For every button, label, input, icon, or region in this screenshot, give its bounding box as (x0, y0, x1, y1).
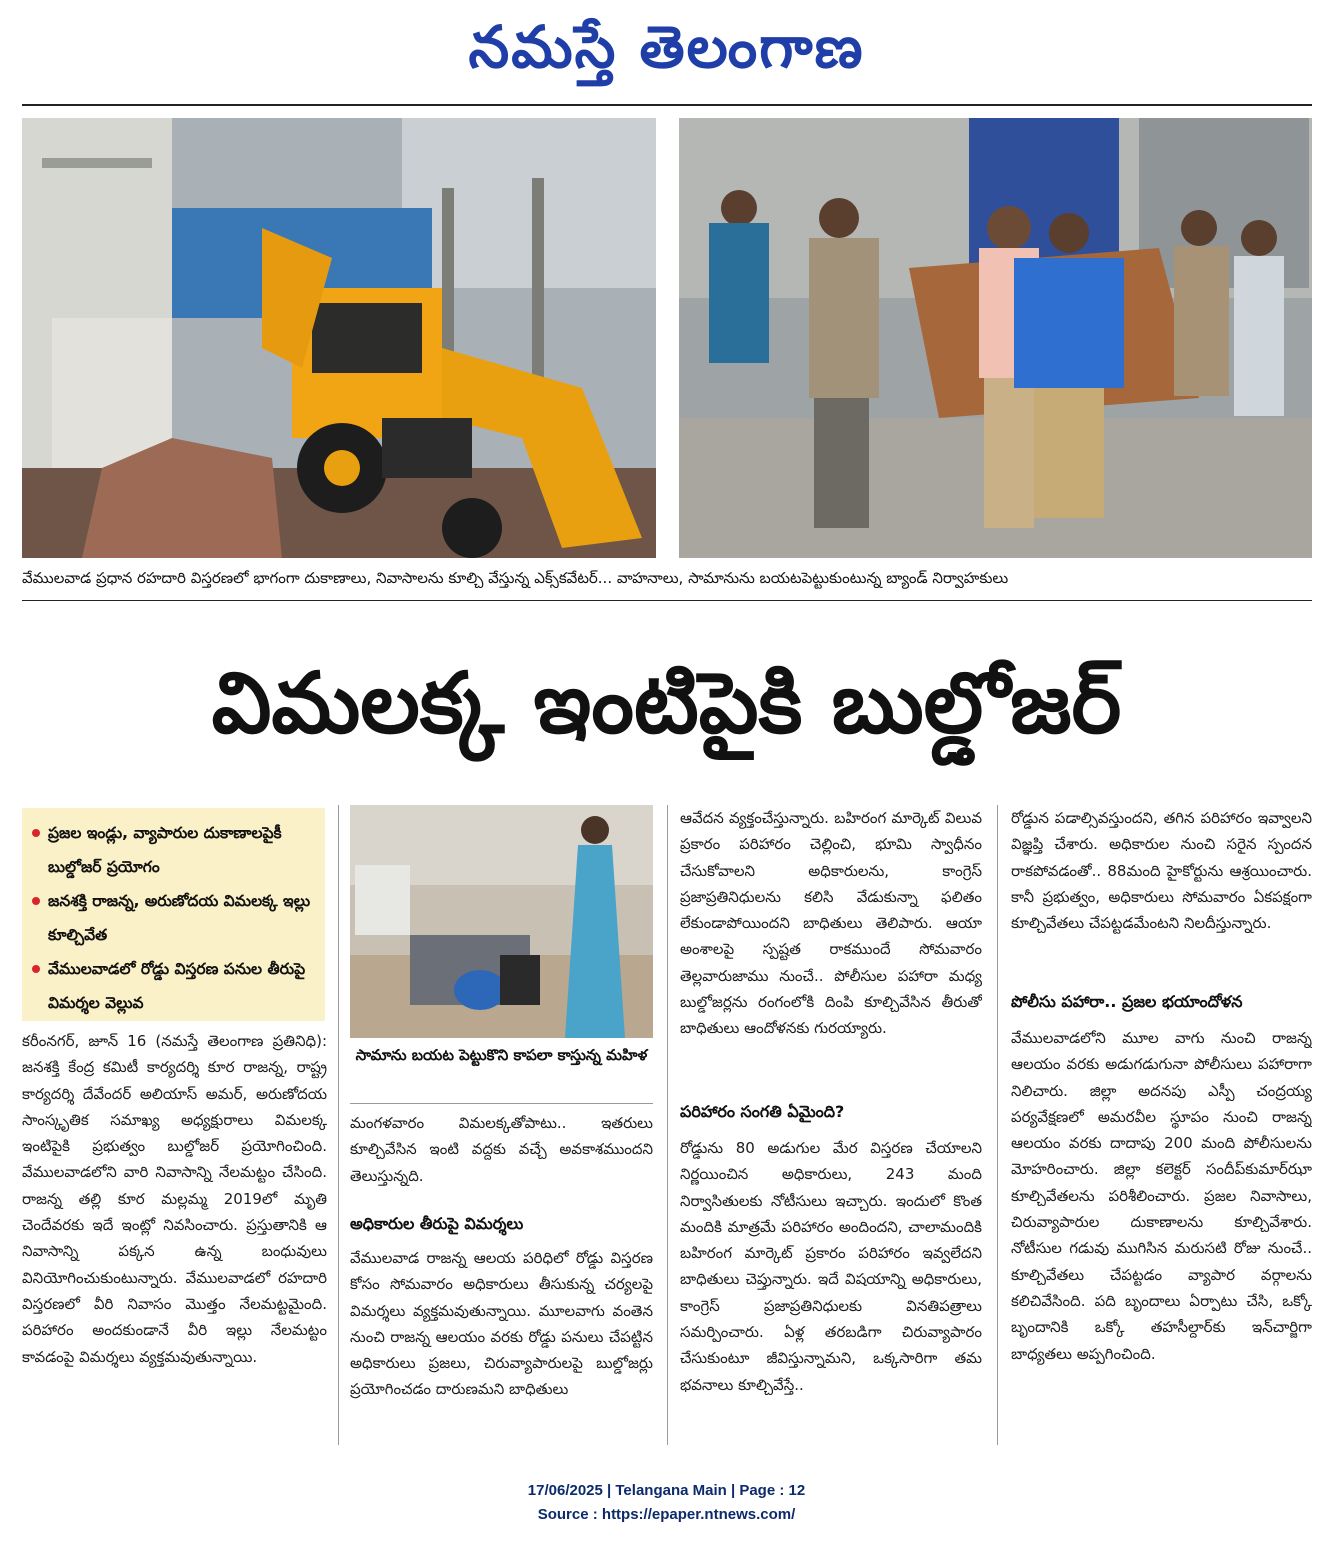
article-column-2-top: మంగళవారం విమలక్కతోపాటు.. ఇతరులు కూల్చివేసిన ఇంటి వద్దకు వచ్చే అవకాశముందని తెలుస్తున్నది. (350, 1114, 653, 1185)
column-divider (338, 805, 339, 1445)
inset-photo-caption: సామాను బయట పెట్టుకొని కాపలా కాస్తున్న మహిళ (355, 1046, 648, 1064)
subhead-compensation: పరిహారం సంగతి ఏమైంది? (680, 1102, 845, 1121)
article-column-4: రోడ్డున పడాల్సివస్తుందని, తగిన పరిహారం ఇవ్వాలని విజ్ఞప్తి చేశారు. అధికారుల నుంచి సరైన స్పందన రాకపోవడంతో.. 88మంది హైకోర్టును ఆశ్రయించారు. కానీ ప్రభుత్వం, అధికారులు సోమవారం ఏకపక్షంగా కూల్చివేతలు చేపట్టడమేంటని నిలదీస్తున్నారు. (1011, 809, 1312, 933)
highlight-item (32, 952, 317, 1020)
caption-rule (22, 600, 1312, 601)
inset-caption-rule (350, 1103, 653, 1104)
photo-workers-carrying (679, 118, 1312, 558)
subhead-police-patrol: పోలీసు పహారా.. ప్రజల భయాందోళన (1011, 992, 1243, 1011)
highlight-text: వేములవాడలో రోడ్డు విస్తరణ పనుల తీరుపై విమర్శల వెల్లువ (48, 960, 306, 1012)
highlight-text: ప్రజల ఇండ్లు, వ్యాపారుల దుకాణాలపైకీ బుల్డోజర్ ప్రయోగం (48, 824, 282, 876)
main-photo-caption: వేములవాడ ప్రధాన రహదారి విస్తరణలో భాగంగా దుకాణాలు, నివాసాలను కూల్చి వేస్తున్న ఎక్స్‌కవేటర్... వాహనాలు, సామానును బయటపెట్టుకుంటున్న బ్యాండ్ నిర్వాహకులు (22, 569, 1009, 587)
article-column-3: ఆవేదన వ్యక్తంచేస్తున్నారు. బహిరంగ మార్కెట్ విలువ ప్రకారం పరిహారం చెల్లించి, భూమి స్వాధీనం చేసుకోవాలని అధికారులను, కాంగ్రెస్ ప్రజాప్రతినిధులను కలిసి వేడుకున్నా ఫలితం లేకుండాపోయిందని బాధితులు తెలిపారు. ఆయా అంశాలపై స్పష్టత రాకముందే సోమవారం తెల్లవారుజాము నుంచే.. పోలీసుల పహారా మధ్య బుల్డోజర్లను రంగంలోకి దింపి కూల్చివేసిన తీరుతో బాధితులు ఆందోళనకు గురయ్యారు. (680, 809, 982, 1038)
masthead-rule (22, 104, 1312, 106)
bullet-icon (32, 897, 40, 905)
article-column-4-cont: వేములవాడలోని మూల వాగు నుంచి రాజన్న ఆలయం వరకు అడుగడుగునా పోలీసులు పహారాగా నిలిచారు. జిల్లా అదనపు ఎస్పీ చంద్రయ్య పర్యవేక్షణలో అమరవీల స్థూపం నుంచి రాజన్న ఆలయం వరకు దాదాపు 200 మంది పోలీసులను మోహరించారు. జిల్లా కలెక్టర్ సందీప్‌కుమార్‌ఝా కూల్చివేతలను పరిశీలించారు. ప్రజల నివాసాలు, చిరువ్యాపారుల దుకాణాలను కూల్చివేశారు. నోటీసుల గడువు ముగిసిన మరుసటి రోజు నుంచే.. కూల్చివేతలు చేపట్టడం వ్యాపార వర్గాలను కలిచివేసింది. పది బృందాలు ఏర్పాటు చేసి, ఒక్కో బృందానికి ఒక్కో తహసీల్దార్‌కు ఇన్‌చార్జిగా బాధ్యతలు అప్పగించింది. (1011, 1029, 1312, 1363)
highlight-item (32, 816, 317, 884)
highlight-text: జనశక్తి రాజన్న, అరుణోదయ విమలక్క ఇల్లు కూల్చివేత (48, 892, 311, 944)
headline: విమలక్క ఇంటిపైకి బుల్డోజర్ (211, 654, 1122, 752)
column-divider (667, 805, 668, 1445)
photo-excavator (22, 118, 656, 558)
photo-woman-guarding (350, 805, 653, 1038)
column-divider (997, 805, 998, 1445)
article-column-3-cont: రోడ్డును 80 అడుగుల మేర విస్తరణ చేయాలని నిర్ణయించిన అధికారులు, 243 మంది నిర్వాసితులకు నోటీసులు ఇచ్చారు. ఇందులో కొంత మందికి మాత్రమే పరిహారం అందిందని, చాలామందికి బహిరంగ మార్కెట్ ప్రకారం పరిహారం ఇవ్వలేదని బాధితులు చెప్తున్నారు. ఇదే విషయాన్ని అధికారులు, కాంగ్రెస్ ప్రజాప్రతినిధులకు వినతిపత్రాలు సమర్పించారు. ఏళ్ల తరబడిగా చిరువ్యాపారం చేసుకుంటూ జీవిస్తున్నామని, ఒక్కసారిగా తమ భవనాలు కూల్చివేస్తే.. (680, 1139, 982, 1394)
article-column-1: కరీంనగర్, జూన్ 16 (నమస్తే తెలంగాణ ప్రతినిధి): జనశక్తి కేంద్ర కమిటీ కార్యదర్శి కూర రాజన్న, రాష్ట్ర కార్యదర్శి దేవేందర్ అలియాస్ అమర్, అరుణోదయ సాంస్కృతిక సమాఖ్య అధ్యక్షురాలు విమలక్క ఇంటిపైకి ప్రభుత్వం బుల్డోజర్ ప్రయోగించింది. వేములవాడలోని వారి నివాసాన్ని నేలమట్టం చేసింది. రాజన్న తల్లి కూర మల్లమ్మ 2019లో మృతి చెందేవరకు ఇదే ఇంట్లో నివసించారు. ప్రస్తుతానికి ఆ నివాసాన్ని పక్కన ఉన్న బంధువులు వినియోగించుకుంటున్నారు. వేములవాడలో రహదారి విస్తరణలో వీరి నివాసం మొత్తం నేలమట్టమైంది. పరిహారం అందకుండానే వీరి ఇల్లు నేలమట్టం కావడంపై విమర్శలు వ్యక్తమవుతున్నాయి. (22, 1032, 327, 1366)
highlight-item (32, 884, 317, 952)
bullet-icon (32, 829, 40, 837)
footer-source-link[interactable]: Source : https://epaper.ntnews.com/ (537, 1506, 796, 1523)
footer-date-page: 17/06/2025 | Telangana Main | Page : 12 (527, 1482, 806, 1499)
article-column-2: వేములవాడ రాజన్న ఆలయ పరిధిలో రోడ్డు విస్తరణ కోసం సోమవారం అధికారులు తీసుకున్న చర్యలపై విమర్శలు వ్యక్తమవుతున్నాయి. మూలవాగు వంతెన నుంచి రాజన్న ఆలయం వరకు రోడ్డు పనులు చేపట్టిన అధికారులు ప్రజలు, చిరువ్యాపారులపై బుల్డోజర్లు ప్రయోగించడం దారుణమని బాధితులు (350, 1249, 653, 1399)
masthead-logo: నమస్తే తెలంగాణ (468, 13, 865, 81)
bullet-icon (32, 965, 40, 973)
highlights-box (22, 808, 325, 1021)
subhead-officials-criticism: అధికారుల తీరుపై విమర్శలు (350, 1214, 524, 1233)
